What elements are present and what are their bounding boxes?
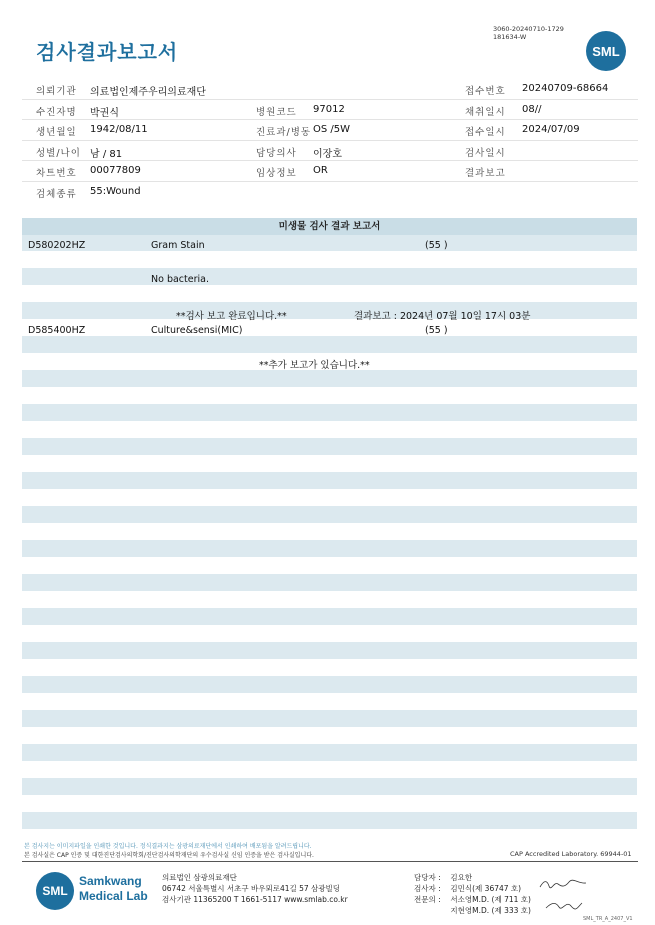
test-code: D585400HZ [28,325,86,336]
table-stripe [22,370,637,387]
table-stripe [22,557,637,574]
cap-accreditation: CAP Accredited Laboratory. 69944-01 [510,850,632,858]
specimen-code: (55 ) [425,240,448,251]
info-row: 생년월일 1942/08/11 진료과/병동 OS /5W 접수일시 2024/07/09 [22,120,638,141]
info-row: 성별/나이 남 / 81 담당의사 이장호 검사일시 [22,141,638,162]
test-name: Culture&sensi(MIC) [151,325,243,336]
footer-logo-name: Samkwang Medical Lab [79,874,148,903]
table-stripe [22,285,637,302]
table-stripe [22,319,637,336]
table-stripe [22,421,637,438]
table-stripe [22,625,637,642]
test-code: D580202HZ [28,240,86,251]
table-stripe [22,251,637,268]
staff-list: 담당자 : 김요한 검사자 : 김민식(제 36747 호) 전문의 : 서소영M.D. (제 711 호) 지현영M.D. (제 333 호) [414,873,531,915]
signature-1 [538,878,588,890]
report-complete-note: **검사 보고 완료입니다.** [176,311,287,322]
info-row: 의뢰기관 의료법인제주우리의료재단 접수번호 20240709-68664 [22,79,638,100]
table-stripe [22,438,637,455]
test-name: Gram Stain [151,240,205,251]
table-stripe [22,268,637,285]
footer-logo-icon: SML [36,872,74,910]
footer-divider [22,861,638,862]
table-stripe [22,608,637,625]
table-stripe [22,659,637,676]
table-stripe [22,404,637,421]
table-stripe [22,336,637,353]
patient-info-table [22,79,638,202]
table-stripe [22,693,637,710]
specimen-code: (55 ) [425,325,448,336]
table-stripe [22,812,637,829]
table-stripe [22,302,637,319]
table-stripe [22,455,637,472]
table-stripe [22,472,637,489]
table-stripe [22,795,637,812]
form-id: SML_TR_A_2407_V1 [583,916,633,922]
table-stripe [22,591,637,608]
table-stripe [22,744,637,761]
info-row: 수진자명 박권식 병원코드 97012 채취일시 08// [22,100,638,121]
info-row: 검체종류 55:Wound [36,185,141,200]
table-stripe [22,642,637,659]
report-timestamp: 결과보고 : 2024년 07월 10일 17시 03분 [354,311,531,322]
table-stripe [22,727,637,744]
table-stripe [22,489,637,506]
test-result: No bacteria. [151,274,209,285]
table-stripe [22,574,637,591]
table-stripe [22,523,637,540]
table-stripe [22,506,637,523]
results-header: 미생물 검사 결과 보고서 [22,218,637,235]
signature-2 [544,898,584,912]
page-title: 검사결과보고서 [36,40,179,64]
image-print-notice: 본 검사지는 이미지파일을 인쇄한 것입니다. 정식결과지는 삼광의료재단에서 인쇄하여 배포됨을 알려드립니다. [24,843,312,850]
additional-report-note: **추가 보고가 있습니다.** [259,360,370,371]
table-stripe [22,387,637,404]
lab-address: 의료법인 삼광의료재단 06742 서울특별시 서초구 바우뫼로41길 57 삼광빌딩 검사기관 11365200 T 1661-5117 www.smlab.co.kr [162,873,348,904]
table-stripe [22,234,637,251]
table-stripe [22,710,637,727]
sml-logo: SML [586,31,626,71]
table-stripe [22,761,637,778]
accreditation-notice: 본 검사실은 CAP 인증 및 대한진단검사의학회/진단검사의학재단의 우수검사실 신임 인증을 받은 검사실입니다. [24,852,314,859]
results-table-background [22,217,637,829]
table-stripe [22,676,637,693]
table-stripe [22,778,637,795]
info-row: 차트번호 00077809 임상정보 OR 결과보고 [22,161,638,182]
table-stripe [22,540,637,557]
document-id: 3060-20240710-1729 181634-W [493,25,564,41]
